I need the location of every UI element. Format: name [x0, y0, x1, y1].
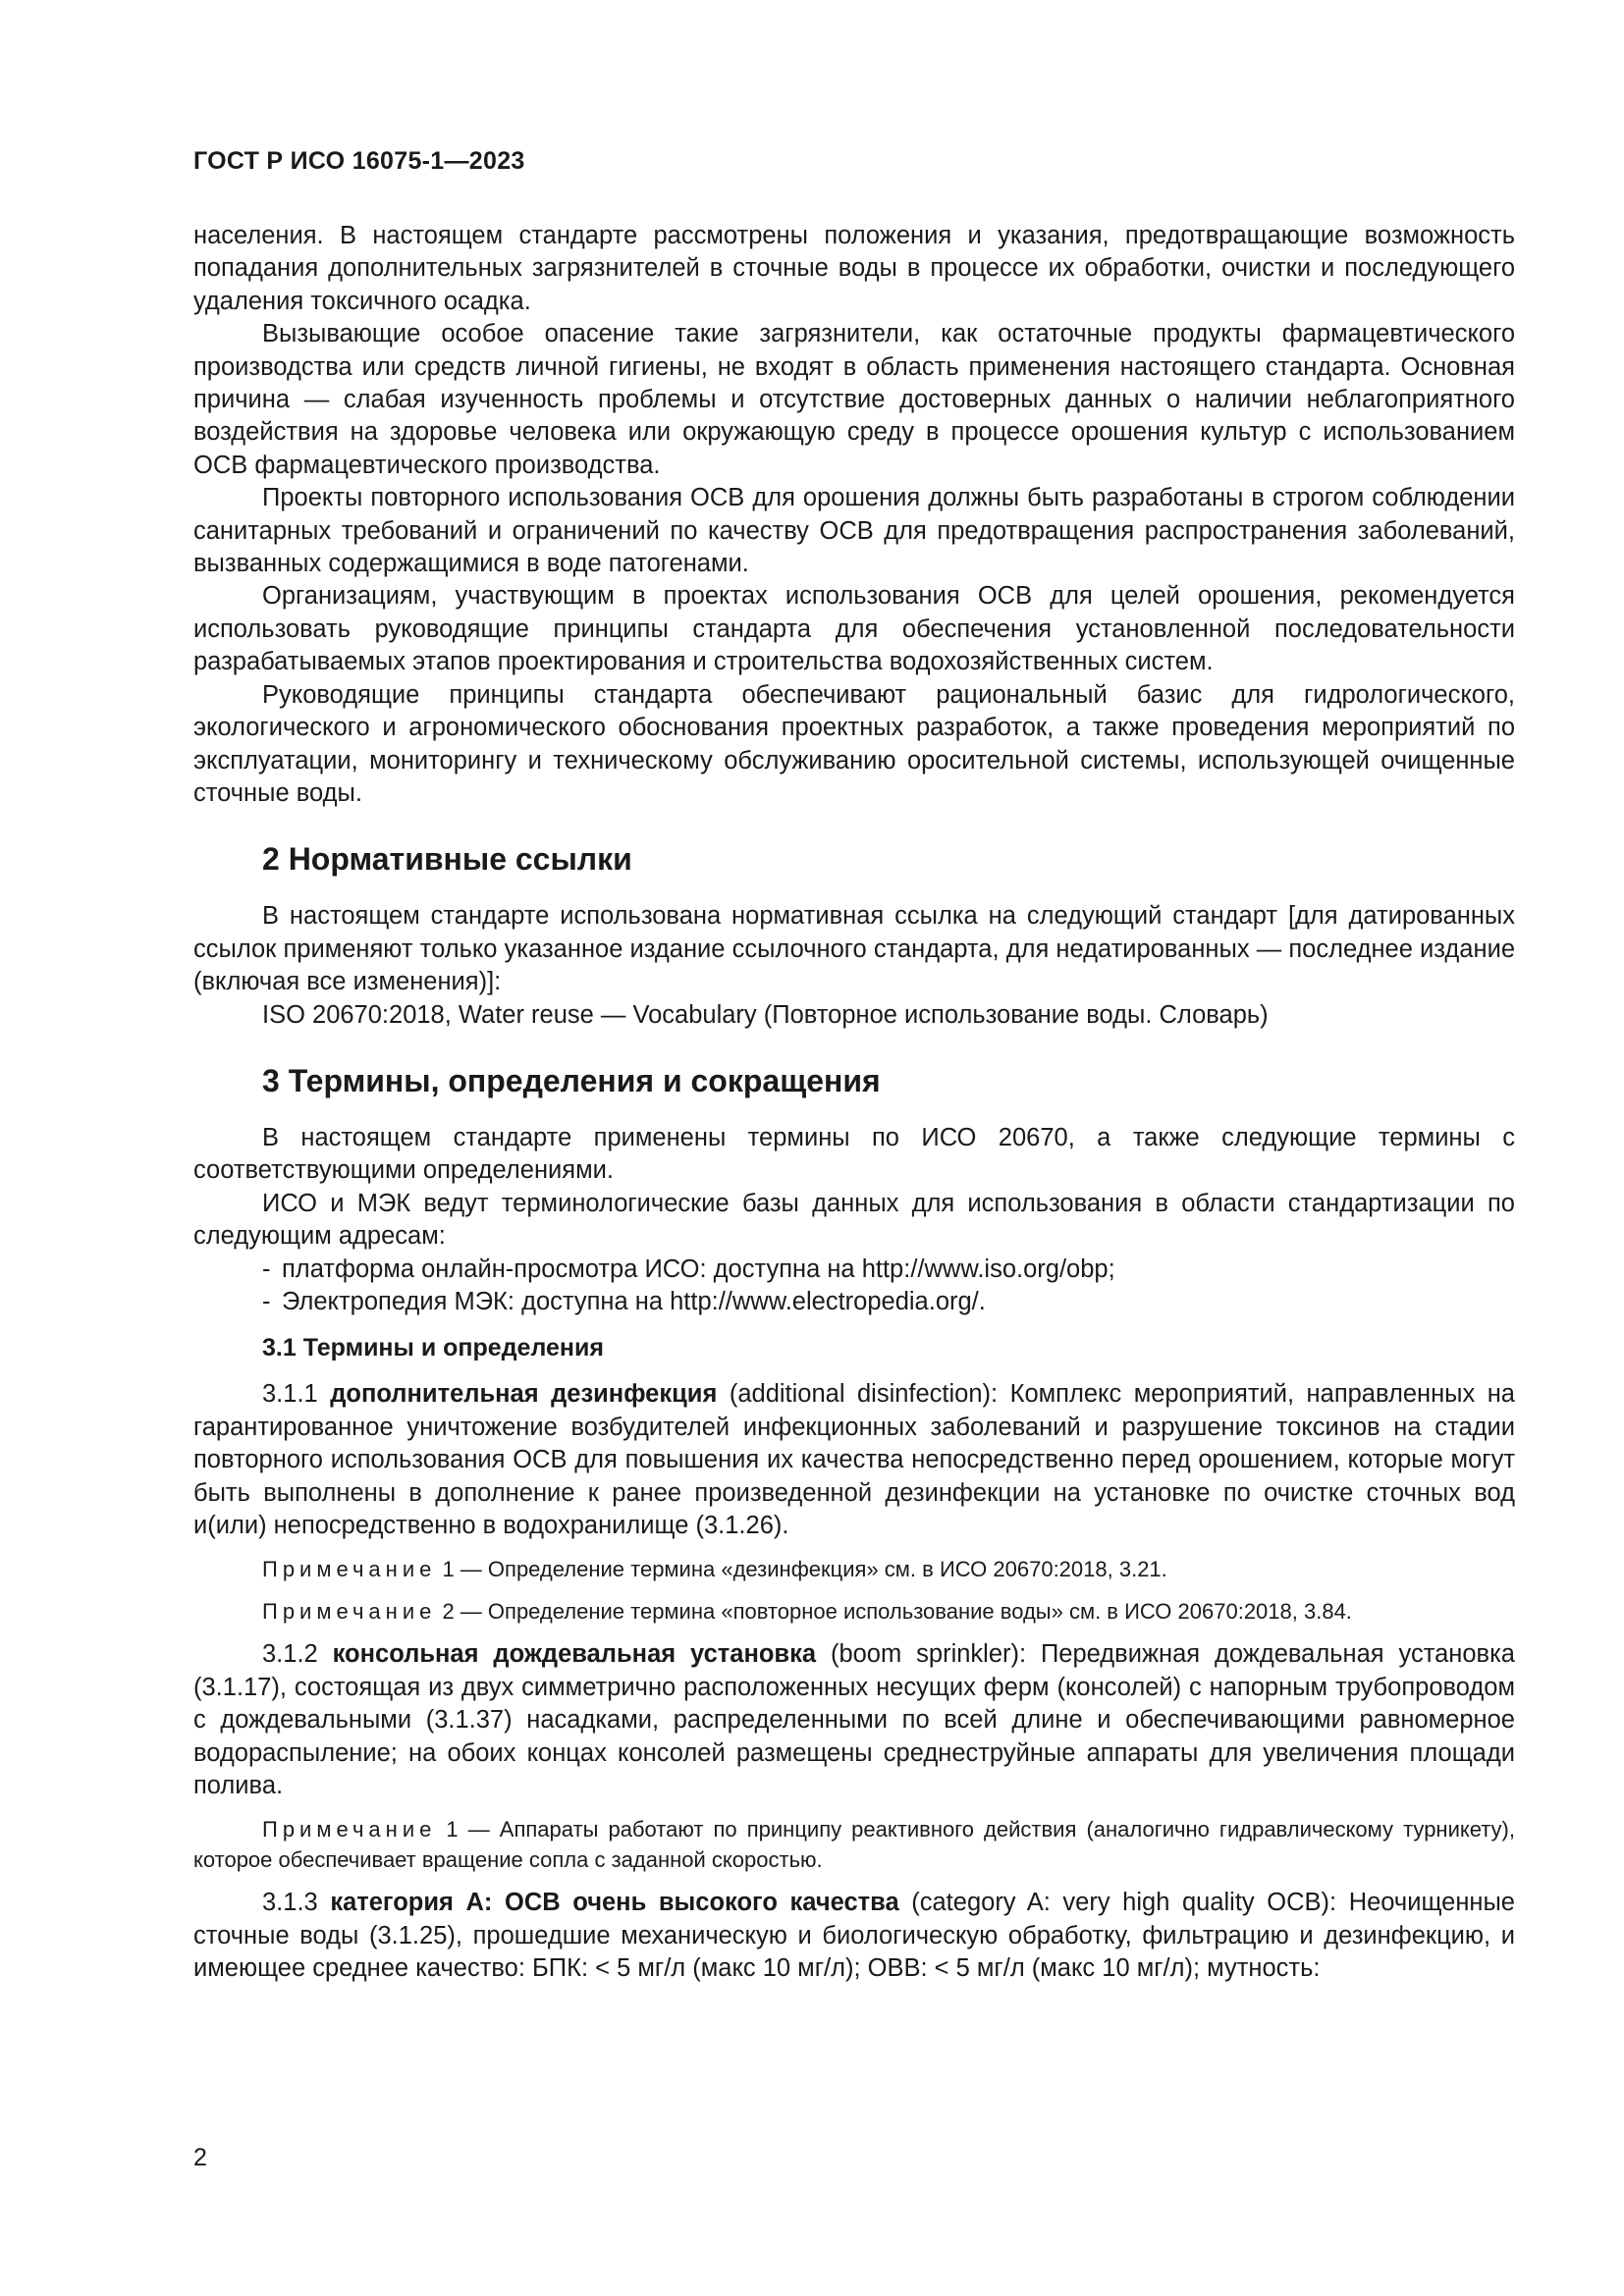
term-name: категория А: ОСВ очень высокого качества — [330, 1889, 899, 1917]
term-name: дополнительная дезинфекция — [330, 1380, 718, 1409]
section-3-paragraph-1: В настоящем стандарте применены термины по ИСО 20670, а также следующие термины с соответствующими определениями. — [193, 1123, 1515, 1185]
section-3-paragraph-2: ИСО и МЭК ведут терминологические базы данных для использования в области стандартизации по следующим адресам: — [193, 1189, 1515, 1251]
section-2-paragraph-1: В настоящем стандарте использована нормативная ссылка на следующий стандарт [для датированных ссылок применяют только указанное издание ссылочного стандарта, для недатированных — последнее издание (включая все изменения)]: — [193, 902, 1515, 996]
term-number: 3.1.3 — [262, 1889, 331, 1917]
section-2-reference: ISO 20670:2018, Water reuse — Vocabulary (Повторное использование воды. Словарь) — [262, 1000, 1269, 1029]
term-definition: (category A: very high quality OCB): Неочищенные сточные воды (3.1.25), прошедшие механическую и биологическую обработку, фильтрацию и дезинфекцию, и имеющее среднее качество: БПК: < 5 мг/л (макс 10 мг/л); ОВВ: < 5 мг/л (макс 10 мг/л); мутность: — [193, 1889, 1515, 1983]
term-number: 3.1.1 — [262, 1380, 331, 1409]
intro-paragraph-2: Вызывающие особое опасение такие загрязнители, как остаточные продукты фармацевтического производства или средств личной гигиены, не входят в область применения настоящего стандарта. Основная причина — слабая изученность проблемы и отсутствие достоверных данных о наличии неблагоприятного воздействия на здоровье человека или окружающую среду в процессе орошения культур с использованием ОСВ фармацевтического производства. — [193, 320, 1515, 479]
terminology-database-list — [193, 1254, 1515, 1319]
page-content — [193, 220, 1515, 1986]
term-3-1-2-note-1 — [193, 1814, 1515, 1875]
intro-paragraph-5: Руководящие принципы стандарта обеспечивают рациональный базис для гидрологического, экологического и агрономического обоснования проектных разработок, а также проведения мероприятий по эксплуатации, мониторингу и техническому обслуживанию оросительной системы, использующей очищенные сточные воды. — [193, 680, 1515, 807]
section-3-heading: 3 Термины, определения и сокращения — [262, 1062, 881, 1098]
intro-paragraph-3: Проекты повторного использования ОСВ для орошения должны быть разработаны в строгом соблюдении санитарных требований и ограничений по качеству ОСВ для предотвращения распространения заболеваний, вызванных содержащимися в воде патогенами. — [193, 484, 1515, 578]
term-3-1-1 — [193, 1378, 1515, 1542]
term-name: консольная дождевальная установка — [332, 1640, 817, 1669]
list-item: - платформа онлайн-просмотра ИСО: доступна на http://www.iso.org/obp; — [262, 1254, 1515, 1286]
term-3-1-1-note-2 — [193, 1596, 1515, 1627]
term-definition: (additional disinfection): Комплекс мероприятий, направленных на гарантированное уничтожение возбудителей инфекционных заболеваний и разрушение токсинов на стадии повторного использования ОСВ для повышения их качества непосредственно перед орошением, которые могут быть выполнены в дополнение к ранее произведенной дезинфекции на установке по очистке сточных вод и(или) непосредственно в водохранилище (3.1.26). — [193, 1380, 1515, 1539]
intro-paragraph-4: Организациям, участвующим в проектах использования ОСВ для целей орошения, рекомендуется использовать руководящие принципы стандарта для обеспечения установленной последовательности разрабатываемых этапов проектирования и строительства водохозяйственных систем. — [193, 582, 1515, 676]
note-label: Примечание — [262, 1557, 437, 1582]
subsection-3-1-heading: 3.1 Термины и определения — [262, 1334, 604, 1362]
term-number: 3.1.2 — [262, 1640, 333, 1669]
term-definition: (boom sprinkler): Передвижная дождевальная установка (3.1.17), состоящая из двух симметрично расположенных несущих ферм (консолей) с напорным трубопроводом с дождевальными (3.1.37) насадками, распределенными по всей длине и обеспечивающими равномерное водораспыление; на обоих концах консолей размещены среднеструйные аппараты для увеличения площади полива. — [193, 1640, 1515, 1800]
term-3-1-1-note-1 — [193, 1554, 1515, 1584]
section-2-heading: 2 Нормативные ссылки — [262, 841, 632, 878]
document-header: ГОСТ Р ИСО 16075-1—2023 — [193, 147, 525, 175]
page-number: 2 — [193, 2144, 207, 2171]
list-item: - Электропедия МЭК: доступна на http://www.electropedia.org/. — [262, 1286, 1515, 1318]
note-text: 2 — Определение термина «повторное использование воды» см. в ИСО 20670:2018, 3.84. — [436, 1599, 1352, 1625]
intro-paragraph-1: населения. В настоящем стандарте рассмотрены положения и указания, предотвращающие возможность попадания дополнительных загрязнителей в сточные воды в процессе их обработки, очистки и последующего удаления токсичного осадка. — [193, 222, 1515, 315]
note-label: Примечание — [262, 1599, 437, 1625]
note-text: 1 — Аппараты работают по принципу реактивного действия (аналогично гидравлическому турникету), которое обеспечивает вращение сопла с заданной скоростью. — [193, 1817, 1515, 1873]
note-label: Примечание — [262, 1817, 437, 1842]
term-3-1-3 — [193, 1887, 1515, 1985]
term-3-1-2 — [193, 1638, 1515, 1802]
note-text: 1 — Определение термина «дезинфекция» см. в ИСО 20670:2018, 3.21. — [436, 1557, 1167, 1582]
